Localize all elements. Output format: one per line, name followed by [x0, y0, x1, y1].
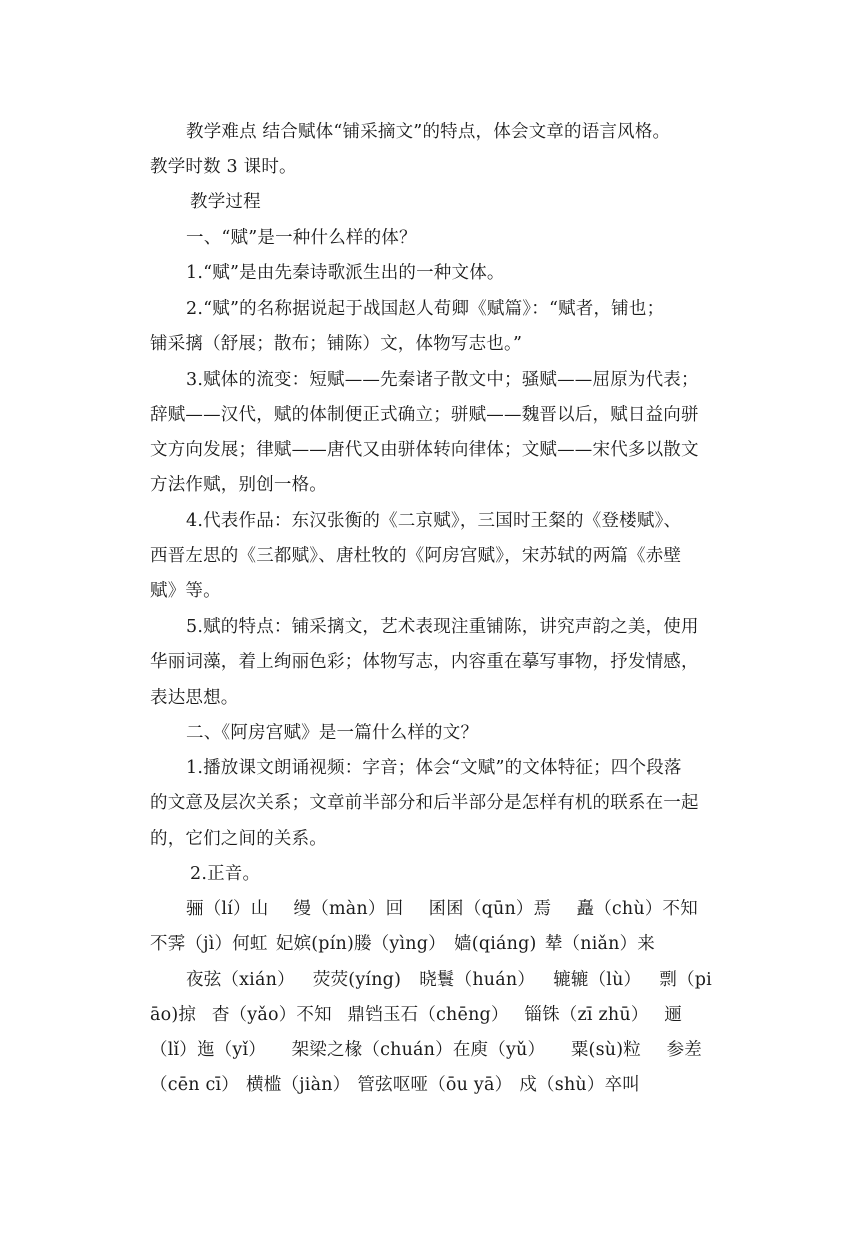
pinyin-row-4 — [150, 1003, 682, 1027]
paragraph-6-line-1: 1.播放课文朗诵视频：字音；体会“文赋”的文体特征；四个段落 — [186, 758, 682, 778]
pinyin-row-6 — [150, 1073, 640, 1097]
pinyin-row-5 — [150, 1038, 702, 1062]
heading-part-one: 一、“赋”是一种什么样的体？ — [186, 228, 417, 248]
pinyin-item: 杳（yǎo）不知 — [211, 1005, 332, 1025]
pinyin-item: 鼎铛玉石（chēng） — [347, 1005, 509, 1025]
pinyin-item: （cēn cī） — [150, 1075, 239, 1095]
pinyin-item: 夜弦（xián） — [186, 970, 295, 990]
pinyin-item: 嫱(qiáng) — [454, 934, 537, 954]
teaching-difficulty: 教学难点 结合赋体“铺采摘文”的特点，体会文章的语言风格。 — [186, 122, 671, 142]
pinyin-item: 矗（chù）不知 — [576, 899, 698, 919]
pinyin-item: 逦 — [664, 1005, 682, 1025]
pinyin-item: 剽（pi — [659, 970, 712, 990]
pinyin-item: 架梁之椽（chuán）在庾（yǔ） — [291, 1040, 546, 1060]
section-heading-process: 教学过程 — [190, 192, 261, 212]
paragraph-1: 1.“赋”是由先秦诗歌派生出的一种文体。 — [186, 263, 505, 283]
paragraph-3-line-3: 文方向发展；律赋——唐代又由骈体转向律体；文赋——宋代多以散文 — [150, 440, 699, 460]
pinyin-item: 辘辘（lù） — [553, 970, 642, 990]
pinyin-item: 参差 — [666, 1040, 702, 1060]
pinyin-item: 晓鬟（huán） — [419, 970, 536, 990]
pinyin-item: 囷囷（qūn）焉 — [428, 899, 552, 919]
paragraph-5-line-3: 表达思想。 — [150, 688, 239, 708]
paragraph-5-line-2: 华丽词藻，着上绚丽色彩；体物写志，内容重在摹写事物，抒发情感， — [150, 652, 699, 672]
paragraph-5-line-1: 5.赋的特点：铺采摛文，艺术表现注重铺陈，讲究声韵之美，使用 — [186, 617, 699, 637]
pinyin-row-3 — [186, 968, 712, 992]
teaching-hours: 教学时数 3 课时。 — [150, 157, 297, 177]
pinyin-item: 缦（màn）回 — [293, 899, 404, 919]
pinyin-item: 荧荧(yíng) — [312, 970, 402, 990]
pinyin-row-2 — [150, 932, 655, 956]
paragraph-4-line-1: 4.代表作品：东汉张衡的《二京赋》，三国时王粲的《登楼赋》、 — [186, 511, 682, 531]
pinyin-item: 辇（niǎn）来 — [544, 934, 655, 954]
pinyin-item: 不霁（jì）何虹 — [150, 934, 268, 954]
paragraph-2-line-1: 2.“赋”的名称据说起于战国赵人荀卿《赋篇》：“赋者，铺也； — [186, 299, 665, 319]
pinyin-item: āo)掠 — [150, 1005, 197, 1025]
paragraph-3-line-4: 方法作赋，别创一格。 — [150, 475, 327, 495]
paragraph-3-line-2: 辞赋——汉代，赋的体制便正式确立；骈赋——魏晋以后，赋日益向骈 — [150, 405, 699, 425]
pinyin-item: 粟(sù)粒 — [570, 1040, 641, 1060]
pinyin-item: 锱铢（zī zhū） — [524, 1005, 649, 1025]
pinyin-item: 横槛（jiàn） — [246, 1075, 351, 1095]
paragraph-4-line-2: 西晋左思的《三都赋》、唐杜牧的《阿房宫赋》，宋苏轼的两篇《赤壁 — [150, 546, 682, 566]
pinyin-row-1 — [186, 897, 698, 921]
paragraph-4-line-3: 赋》等。 — [150, 581, 221, 601]
paragraph-2-line-2: 铺采摛（舒展；散布；铺陈）文，体物写志也。” — [150, 334, 523, 354]
heading-part-two: 二、《阿房宫赋》是一篇什么样的文？ — [186, 723, 479, 743]
pronunciation-heading: 2.正音。 — [190, 864, 261, 884]
pinyin-item: 妃嫔(pín)媵（yìng） — [275, 934, 446, 954]
paragraph-6-line-2: 的文意及层次关系；文章前半部分和后半部分是怎样有机的联系在一起 — [150, 793, 699, 813]
pinyin-item: 管弦呕哑（ōu yā） — [357, 1075, 513, 1095]
paragraph-6-line-3: 的，它们之间的关系。 — [150, 829, 327, 849]
pinyin-item: 戍（shù）卒叫 — [519, 1075, 640, 1095]
pinyin-item: 骊（lí）山 — [186, 899, 269, 919]
paragraph-3-line-1: 3.赋体的流变：短赋——先秦诸子散文中；骚赋——屈原为代表； — [186, 370, 699, 390]
pinyin-item: （lǐ）迤（yǐ） — [150, 1040, 266, 1060]
